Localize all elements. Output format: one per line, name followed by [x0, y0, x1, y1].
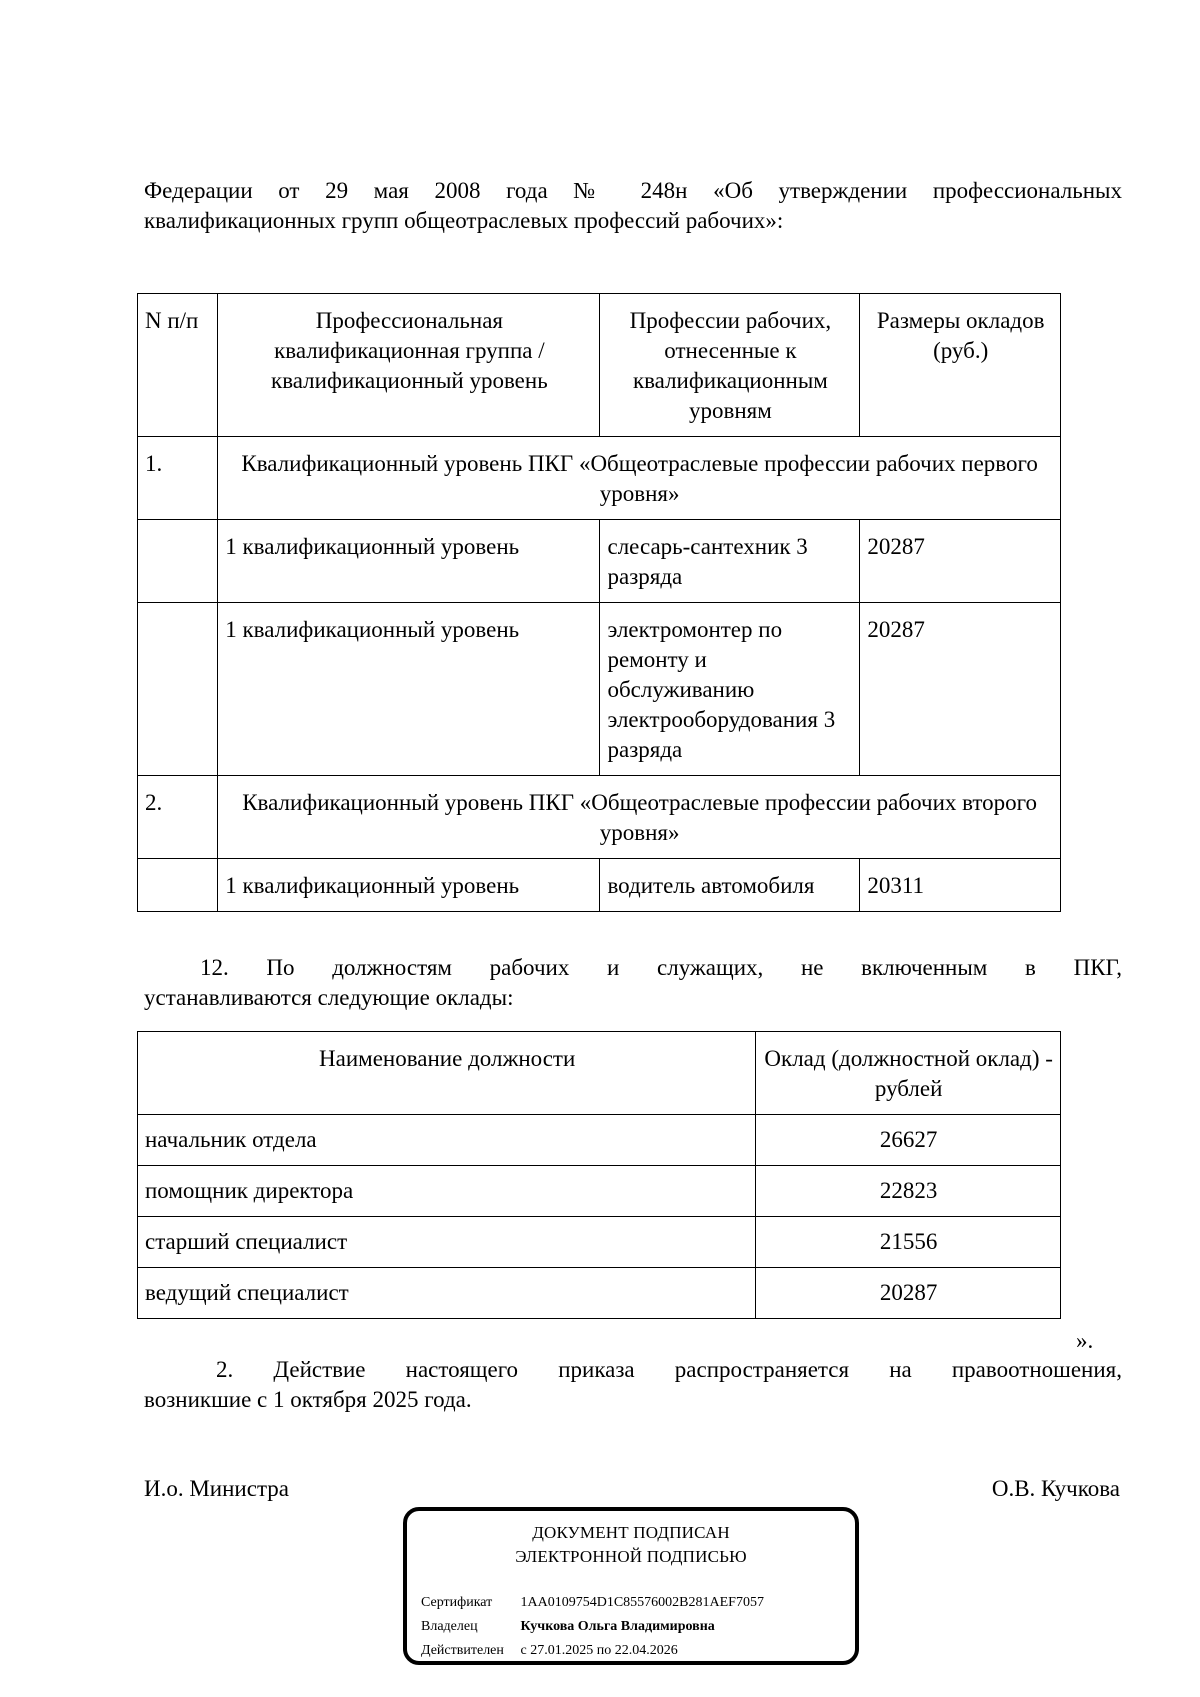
salary-cell: 22823: [756, 1166, 1061, 1217]
intro-line-2: квалификационных групп общеотраслевых профессий рабочих»:: [144, 208, 784, 233]
level-cell: 1 квалификационный уровень: [218, 520, 600, 603]
header-professions: Профессии рабочих, отнесенные к квалификационным уровням: [600, 294, 860, 437]
group-row: [138, 776, 1061, 859]
owner-label: Владелец: [421, 1619, 478, 1634]
salary-cell: 20287: [860, 603, 1061, 776]
stamp-owner-row: [421, 1615, 764, 1639]
salary-cell: 20311: [860, 859, 1061, 912]
signatory-role: И.о. Министра: [144, 1476, 289, 1501]
paragraph-12: [144, 953, 1122, 1013]
signatory-name: О.В. Кучкова: [991, 1476, 1120, 1501]
profession-cell: слесарь-сантехник 3 разряда: [600, 520, 860, 603]
paragraph-2: [144, 1355, 1122, 1415]
table-row: [138, 1115, 1061, 1166]
salary-cell: 20287: [756, 1268, 1061, 1319]
group-title: Квалификационный уровень ПКГ «Общеотраслевые профессии рабочих второго уровня»: [218, 776, 1061, 859]
empty-cell: [138, 859, 218, 912]
table-row: [138, 1268, 1061, 1319]
salary-cell: 26627: [756, 1115, 1061, 1166]
level-cell: 1 квалификационный уровень: [218, 603, 600, 776]
stamp-title-line-1: ДОКУМЕНТ ПОДПИСАН: [532, 1523, 730, 1542]
position-cell: старший специалист: [138, 1217, 756, 1268]
certificate-label: Сертификат: [421, 1595, 493, 1610]
table-row: [138, 520, 1061, 603]
electronic-signature-stamp: [403, 1507, 859, 1665]
pkg-salary-table: [137, 293, 1061, 912]
salary-cell: 20287: [860, 520, 1061, 603]
stamp-validity-row: [421, 1639, 764, 1663]
profession-cell: водитель автомобиля: [600, 859, 860, 912]
position-cell: начальник отдела: [138, 1115, 756, 1166]
position-cell: помощник директора: [138, 1166, 756, 1217]
table-header-row: [138, 294, 1061, 437]
validity-label: Действителен: [421, 1643, 504, 1658]
level-cell: 1 квалификационный уровень: [218, 859, 600, 912]
owner-value: Кучкова Ольга Владимировна: [520, 1619, 715, 1634]
stamp-title-line-2: ЭЛЕКТРОННОЙ ПОДПИСЬЮ: [515, 1547, 747, 1566]
table-header-row: [138, 1032, 1061, 1115]
table-row: [138, 1217, 1061, 1268]
salary-cell: 21556: [756, 1217, 1061, 1268]
paragraph-12-line-2: устанавливаются следующие оклады:: [144, 985, 514, 1010]
profession-cell: электромонтер по ремонту и обслуживанию электрооборудования 3 разряда: [600, 603, 860, 776]
group-number: 1.: [138, 437, 218, 520]
table-row: [138, 1166, 1061, 1217]
header-salary: Размеры окладов (руб.): [860, 294, 1061, 437]
header-qualification-group: Профессиональная квалификационная группа / квалификационный уровень: [218, 294, 600, 437]
table-row: [138, 859, 1061, 912]
paragraph-12-line-1: 12. По должностям рабочих и служащих, не включенным в ПКГ,: [200, 955, 1122, 980]
empty-cell: [138, 603, 218, 776]
header-number: N п/п: [138, 294, 218, 437]
intro-paragraph: [144, 176, 1122, 236]
validity-value: с 27.01.2025 по 22.04.2026: [520, 1643, 678, 1658]
group-title: Квалификационный уровень ПКГ «Общеотраслевые профессии рабочих первого уровня»: [218, 437, 1061, 520]
table-row: [138, 603, 1061, 776]
intro-line-1: Федерации от 29 мая 2008 года № 248н «Об утверждении профессиональных: [144, 178, 1122, 203]
paragraph-2-line-2: возникшие с 1 октября 2025 года.: [144, 1387, 472, 1412]
group-number: 2.: [138, 776, 218, 859]
closing-quote: ».: [1076, 1328, 1094, 1353]
empty-cell: [138, 520, 218, 603]
stamp-title: [407, 1521, 855, 1569]
paragraph-2-line-1: 2. Действие настоящего приказа распространяется на правоотношения,: [216, 1357, 1122, 1382]
position-cell: ведущий специалист: [138, 1268, 756, 1319]
group-row: [138, 437, 1061, 520]
header-position-name: Наименование должности: [138, 1032, 756, 1115]
positions-salary-table: [137, 1031, 1061, 1319]
stamp-details: [421, 1591, 764, 1663]
stamp-certificate-row: [421, 1591, 764, 1615]
header-position-salary: Оклад (должностной оклад) - рублей: [756, 1032, 1061, 1115]
certificate-value: 1AA0109754D1C85576002B281AEF7057: [520, 1595, 764, 1610]
